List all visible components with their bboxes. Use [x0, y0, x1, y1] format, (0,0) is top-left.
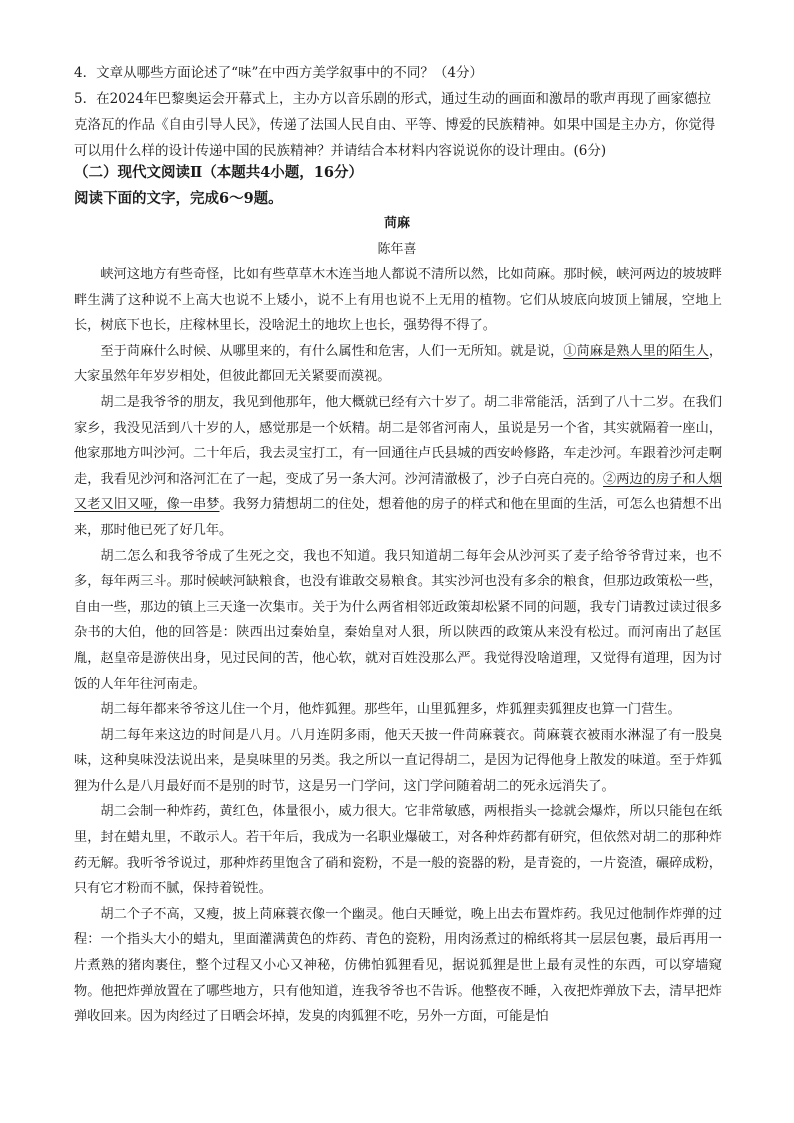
paragraph-5: 胡二每年都来爷爷这儿住一个月，他炸狐狸。那些年，山里狐狸多，炸狐狸卖狐狸皮也算一门营生。: [100, 702, 681, 718]
question-4: 4．文章从哪些方面论述了“味”在中西方美学叙事中的不同？（4分）: [74, 65, 483, 81]
paragraph-2-text-a: 至于苘麻什么时候、从哪里来的，有什么属性和危害，人们一无所知。就是说，: [100, 343, 564, 359]
underlined-sentence-2: ②两边的房子和人烟又老又旧又哑，像一串梦: [74, 471, 723, 513]
paragraph-6: 胡二每年来这边的时间是八月。八月连阴多雨，他天天披一件苘麻蓑衣。苘麻蓑衣被雨水淋湿了有一股臭味，这种臭味没法说出来，是臭味里的另类。我之所以一直记得胡二，是因为记得他身上散发的味道。至于炸狐狸为什么是八月最好而不是别的时节，这是另一门学问，这门学问随着胡二的死永远消失了。: [74, 727, 722, 794]
paragraph-1: 峡河这地方有些奇怪，比如有些草草木木连当地人都说不清所以然，比如苘麻。那时候，峡河两边的坡坡畔畔生满了这种说不上高大也说不上矮小，说不上有用也说不上无用的植物。它们从坡底向坡顶上铺展，空地上长，树底下也长，庄稼林里长，没啥泥土的地坎上也长，强势得不得了。: [74, 267, 722, 334]
paragraph-3: [74, 390, 722, 544]
underlined-sentence-1: ①苘麻是熟人里的陌生人: [563, 343, 709, 359]
article-author: 陈年喜: [377, 242, 417, 257]
paragraph-7: 胡二会制一种炸药，黄红色，体量很小，威力很大。它非常敏感，两根指头一捻就会爆炸，所以只能包在纸里，封在蜡丸里，不敢示人。若干年后，我成为一名职业爆破工，对各种炸药都有研究，但依然对胡二的那种炸药无解。我听爷爷说过，那种炸药里饱含了硝和瓷粉，不是一般的瓷器的粉，是青瓷的，一片瓷渣，碾碎成粉，只有它才粉而不腻，保持着锐性。: [74, 804, 722, 897]
paragraph-3-text-b: 。我努力猜想胡二的住处，想着他的房子的样式和他在里面的生活，可怎么也猜想不出来，那时他已死了好几年。: [74, 497, 723, 538]
question-5: 5．在2024年巴黎奥运会开幕式上，主办方以音乐剧的形式，通过生动的画面和激昂的歌声再现了画家德拉克洛瓦的作品《自由引导人民》，传递了法国人民自由、平等、博爱的民族精神。如果中国是主办方，你觉得可以用什么样的设计传递中国的民族精神？并请结合本材料内容说说你的设计理由。(6分): [74, 91, 716, 159]
paragraph-2: [74, 339, 722, 390]
article-title: 苘麻: [383, 216, 410, 231]
paragraph-8: 胡二个子不高，又瘦，披上苘麻蓑衣像一个幽灵。他白天睡觉，晚上出去布置炸药。我见过他制作炸弹的过程：一个指头大小的蜡丸，里面灌满黄色的炸药、青色的瓷粉，用肉汤煮过的棉纸将其一层层包裹，最后再用一片煮熟的猪肉裹住，整个过程又小心又神秘，仿佛怕狐狸看见，据说狐狸是世上最有灵性的东西，可以穿墙窥物。他把炸弹放置在了哪些地方，只有他知道，连我爷爷也不告诉。他整夜不睡，入夜把炸弹放下去，清早把炸弹收回来。因为肉经过了日晒会坏掉，发臭的肉狐狸不吃，另外一方面，可能是怕: [74, 906, 722, 1025]
section-heading: （二）现代文阅读Ⅱ（本题共4小题，16分）: [74, 164, 363, 181]
section-instruction: 阅读下面的文字，完成6～9题。: [74, 190, 283, 207]
paragraph-3-text-a: 胡二是我爷爷的朋友，我见到他那年，他大概就已经有六十岁了。胡二非常能活，活到了八十二岁。在我们家乡，我没见活到八十岁的人，感觉那是一个妖精。胡二是邻省河南人，虽说是另一个省，其实就隔着一座山，他家那地方叫沙河。二十年后，我去灵宝打工，有一回通往卢氏县城的西安岭修路，车走沙河。车跟着沙河走啊走，我看见沙河和洛河汇在了一起，变成了另一条大河。沙河清澈极了，沙子白亮白亮的。: [74, 394, 722, 487]
paragraph-2-text-b: ，大家虽然年年岁岁相处，但彼此都回无关紧要而漠视。: [74, 343, 723, 385]
article-body: [74, 262, 722, 1030]
paragraph-4: 胡二怎么和我爷爷成了生死之交，我也不知道。我只知道胡二每年会从沙河买了麦子给爷爷背过来，也不多，每年两三斗。那时候峡河缺粮食，也没有谁敢交易粮食。其实沙河也没有多余的粮食，但那边政策松一些，自由一些，那边的镇上三天逢一次集市。关于为什么两省相邻近政策却松紧不同的问题，我专门请教过读过很多杂书的大伯，他的回答是：陕西出过秦始皇，秦始皇对人狠，所以陕西的政策从来没有松过。而河南出了赵匡胤，赵皇帝是游侠出身，见过民间的苦，他心软，就对百姓没那么严。我觉得没啥道理，又觉得有道理，因为讨饭的人年年往河南走。: [74, 548, 722, 692]
